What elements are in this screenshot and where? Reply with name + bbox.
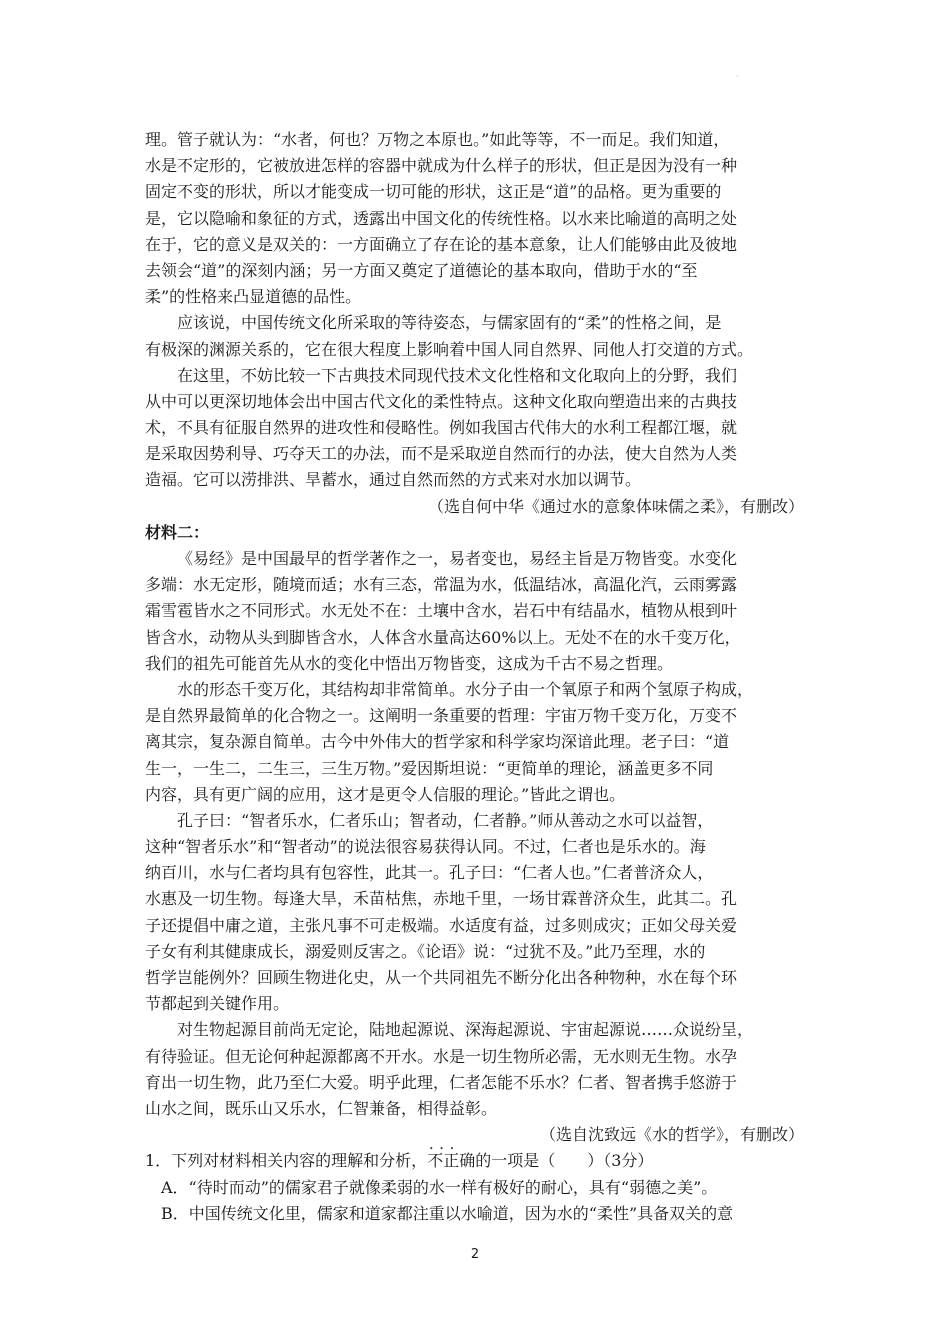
text-line: 固定不变的形状，所以才能变成一切可能的形状，这正是“道”的品格。更为重要的: [145, 182, 722, 202]
text-line: 去领会“道”的深刻内涵；另一方面又奠定了道德论的基本取向，借助于水的“至: [145, 260, 698, 280]
text-line: 柔”的性格来凸显道德的品性。: [145, 287, 362, 307]
section-heading: 材料二：: [145, 522, 210, 542]
text-line: 纳百川，水与仁者均具有包容性，此其一。孔子曰：“仁者人也。”仁者普济众人，: [145, 863, 714, 883]
text-line: 造福。它可以涝排洪、旱蓄水，通过自然而然的方式来对水加以调节。: [145, 470, 642, 490]
text-line: 在于，它的意义是双关的：一方面确立了存在论的基本意象，让人们能够由此及彼地: [145, 234, 738, 254]
text-line: 节都起到关键作用。: [145, 994, 290, 1014]
question-1-option-a: A．“待时而动”的儒家君子就像柔弱的水一样有极好的耐心，具有“弱德之美”。: [161, 1177, 718, 1197]
question-emphasis: • • • 不正确: [427, 1148, 475, 1174]
text-line: 霜雪雹皆水之不同形式。水无处不在：土壤中含水，岩石中有结晶水，植物从根到叶: [145, 601, 738, 621]
text-line: 我们的祖先可能首先从水的变化中悟出万物皆变，这成为千古不易之哲理。: [145, 653, 674, 673]
text-line: 应该说，中国传统文化所采取的等待姿态，与儒家固有的“柔”的性格之间，是: [177, 313, 722, 333]
text-line: 是自然界最简单的化合物之一。这阐明一条重要的哲理：宇宙万物千变万化，万变不: [145, 706, 738, 726]
question-stem-suffix: 的一项是（ ）（3分）: [475, 1151, 654, 1171]
source-citation: （选自何中华《通过水的意象体味儒之柔》，有删改）: [427, 496, 804, 516]
text-line: 是，它以隐喻和象征的方式，透露出中国文化的传统性格。以水来比喻道的高明之处: [145, 208, 738, 228]
text-line: 子女有利其健康成长，溺爱则反害之。《论语》说：“过犹不及。”此乃至理，水的: [145, 941, 706, 961]
text-line: 对生物起源目前尚无定论，陆地起源说、深海起源说、宇宙起源说……众说纷呈，: [177, 1020, 754, 1040]
text-line: 术，不具有征服自然界的进攻性和侵略性。例如我国古代伟大的水利工程都江堰，就: [145, 418, 738, 438]
text-line: 在这里，不妨比较一下古典技术同现代技术文化性格和文化取向上的分野，我们: [177, 365, 738, 385]
text-line: 有极深的渊源关系的，它在很大程度上影响着中国人同自然界、同他人打交道的方式。: [145, 339, 754, 359]
body-text: [145, 127, 810, 1227]
text-line: 哲学岂能例外？回顾生物进化史，从一个共同祖先不断分化出各种物种，水在每个环: [145, 968, 738, 987]
text-line: 离其宗，复杂源自简单。古今中外伟大的哲学家和科学家均深谙此理。老子曰：“道: [145, 732, 730, 752]
text-line: 理。管子就认为：“水者，何也？万物之本原也。”如此等等，不一而足。我们知道，: [145, 130, 730, 149]
text-line: 《易经》是中国最早的哲学著作之一，易者变也，易经主旨是万物皆变。水变化: [177, 549, 738, 568]
text-line: 有待验证。但无论何种起源都离不开水。水是一切生物所必需，无水则无生物。水孕: [145, 1046, 738, 1066]
text-line: 皆含水，动物从头到脚皆含水，人体含水量高达60%以上。无处不在的水千变万化，: [145, 627, 741, 647]
source-citation: （选自沈致远《水的哲学》，有删改）: [539, 1125, 804, 1145]
scan-speck: ·: [736, 72, 739, 81]
text-line: 水惠及一切生物。每逢大旱，禾苗枯焦，赤地千里，一场甘霖普济众生，此其二。孔: [145, 889, 738, 909]
question-stem-prefix: 1．下列对材料相关内容的理解和分析，: [145, 1151, 428, 1171]
question-1-stem: [145, 1148, 810, 1174]
text-line: 山水之间，既乐山又乐水，仁智兼备，相得益彰。: [145, 1098, 498, 1118]
text-line: 育出一切生物，此乃至仁大爱。明乎此理，仁者怎能不乐水？仁者、智者携手悠游于: [145, 1072, 738, 1092]
text-line: 内容，具有更广阔的应用，这才是更令人信服的理论。”皆此之谓也。: [145, 784, 626, 804]
question-1-option-b: B．中国传统文化里，儒家和道家都注重以水喻道，因为水的“柔性”具备双关的意: [161, 1203, 734, 1223]
text-line: 水是不定形的，它被放进怎样的容器中就成为什么样子的形状，但正是因为没有一种: [145, 156, 738, 176]
text-line: 多端：水无定形，随境而适；水有三态，常温为水，低温结冰，高温化汽，云雨雾露: [145, 575, 738, 595]
text-line: 是采取因势利导、巧夺天工的办法，而不是采取逆自然而行的办法，使大自然为人类: [145, 444, 738, 464]
text-line: 生一，一生二，二生三，三生万物。”爱因斯坦说：“更简单的理论，涵盖更多不同: [145, 758, 714, 778]
text-line: 从中可以更深切地体会出中国古代文化的柔性特点。这种文化取向塑造出来的古典技: [145, 391, 738, 411]
text-line: 这种“智者乐水”和“智者动”的说法很容易获得认同。不过，仁者也是乐水的。海: [145, 837, 706, 857]
text-line: 水的形态千变万化，其结构却非常简单。水分子由一个氧原子和两个氢原子构成，: [177, 679, 754, 699]
text-line: 子还提倡中庸之道，主张凡事不可走极端。水适度有益，过多则成灾；正如父母关爱: [145, 915, 738, 935]
text-line: 孔子曰：“智者乐水，仁者乐山；智者动，仁者静。”师从善动之水可以益智，: [177, 810, 714, 830]
page-number: 2: [470, 1247, 480, 1262]
